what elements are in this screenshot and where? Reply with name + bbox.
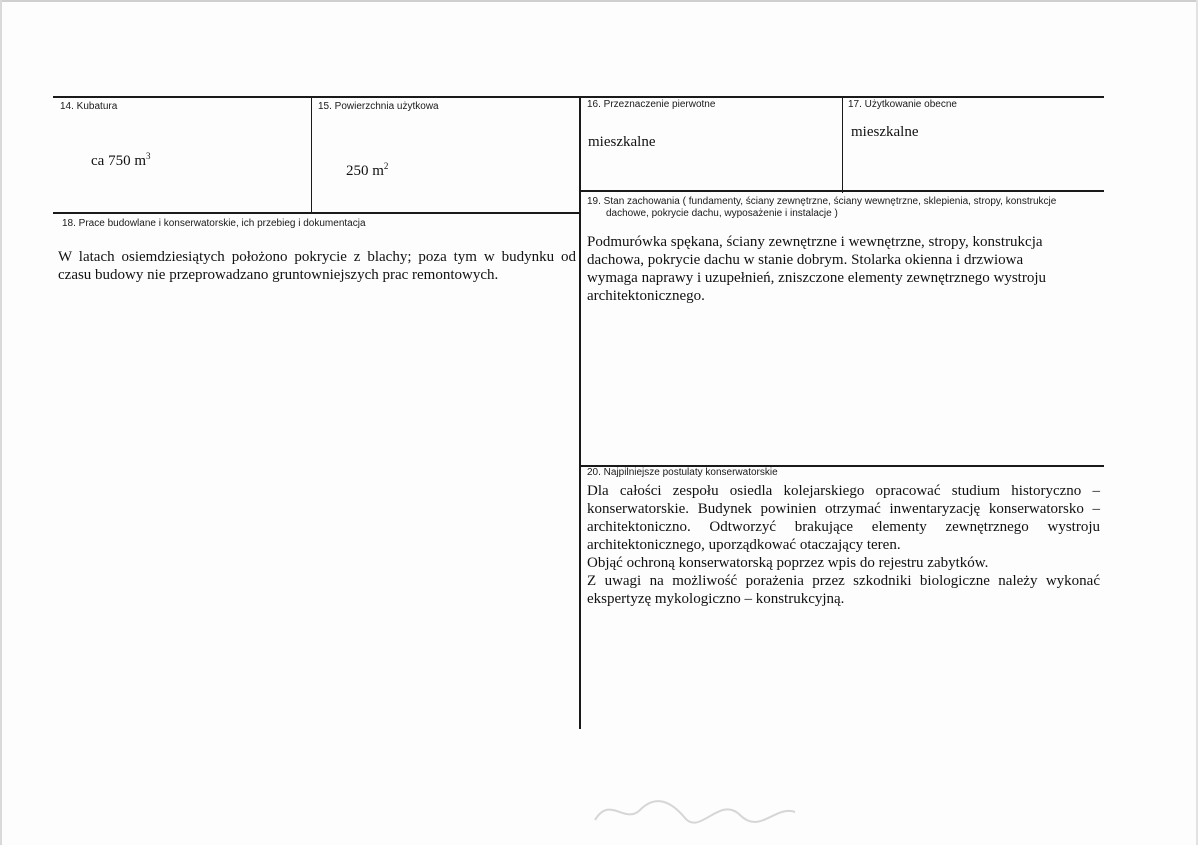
prace-budowlane-label: 18. Prace budowlane i konserwatorskie, ich przebieg i dokumentacja [62,218,366,229]
kubatura-value [91,152,150,170]
stan-zachowania-label-line1: 19. Stan zachowania ( fundamenty, ściany zewnętrzne, ściany wewnętrzne, sklepienia, stropy, konstrukcje [587,196,1057,207]
powierzchnia-label: 15. Powierzchnia użytkowa [318,101,439,112]
stan-zachowania-label-line2: dachowe, pokrycie dachu, wyposażenie i instalacje ) [606,208,838,219]
scan-edge-left [0,0,2,845]
uzytkowanie-value: mieszkalne [851,124,919,140]
postulaty-label: 20. Najpilniejsze postulaty konserwatorskie [587,467,778,478]
powierzchnia-value-text: 250 m [346,163,384,179]
postulaty-paragraph-3: Z uwagi na możliwość porażenia przez szkodniki biologiczne należy wykonać ekspertyzę mykologiczno – konstrukcyjną. [587,573,1100,607]
kubatura-value-text: ca 750 m [91,153,146,169]
stan-zachowania-text: Podmurówka spękana, ściany zewnętrzne i wewnętrzne, stropy, konstrukcja dachowa, pokrycie dachu w stanie dobrym. Stolarka okienna i drzwiowa wymaga naprawy i uzupełnień, zniszczone elementy zewnętrznego wystroju architektonicznego. [587,234,1046,304]
przeznaczenie-label: 16. Przeznaczenie pierwotne [587,99,716,110]
faint-signature-bleedthrough [590,790,800,830]
postulaty-paragraph-2: Objąć ochroną konserwatorską poprzez wpis do rejestru zabytków. [587,555,989,571]
przeznaczenie-value: mieszkalne [588,134,656,150]
postulaty-paragraph-1: Dla całości zespołu osiedla kolejarskiego opracować studium historyczno – konserwatorskie. Budynek powinien otrzymać inwentaryzację konserwatorsko – architektoniczno. Odtworzyć brakujące elementy zewnętrznego wystroju architektonicznego, uporządkować otaczający teren. [587,483,1100,553]
powierzchnia-value-unit-exponent: 2 [383,161,389,171]
line-above-19 [580,190,1104,192]
divider-16-17 [842,97,843,193]
line-above-18 [53,212,580,214]
postulaty-text [587,482,1100,608]
divider-14-15 [311,97,312,212]
kubatura-value-unit-exponent: 3 [145,151,151,161]
scan-edge-top [0,0,1198,2]
uzytkowanie-label: 17. Użytkowanie obecne [848,99,957,110]
prace-budowlane-text: W latach osiemdziesiątych położono pokrycie z blachy; poza tym w budynku od czasu budowy nie przeprowadzano gruntowniejszych prac remontowych. [58,249,576,283]
kubatura-label: 14. Kubatura [60,101,118,112]
powierzchnia-value [346,162,388,180]
